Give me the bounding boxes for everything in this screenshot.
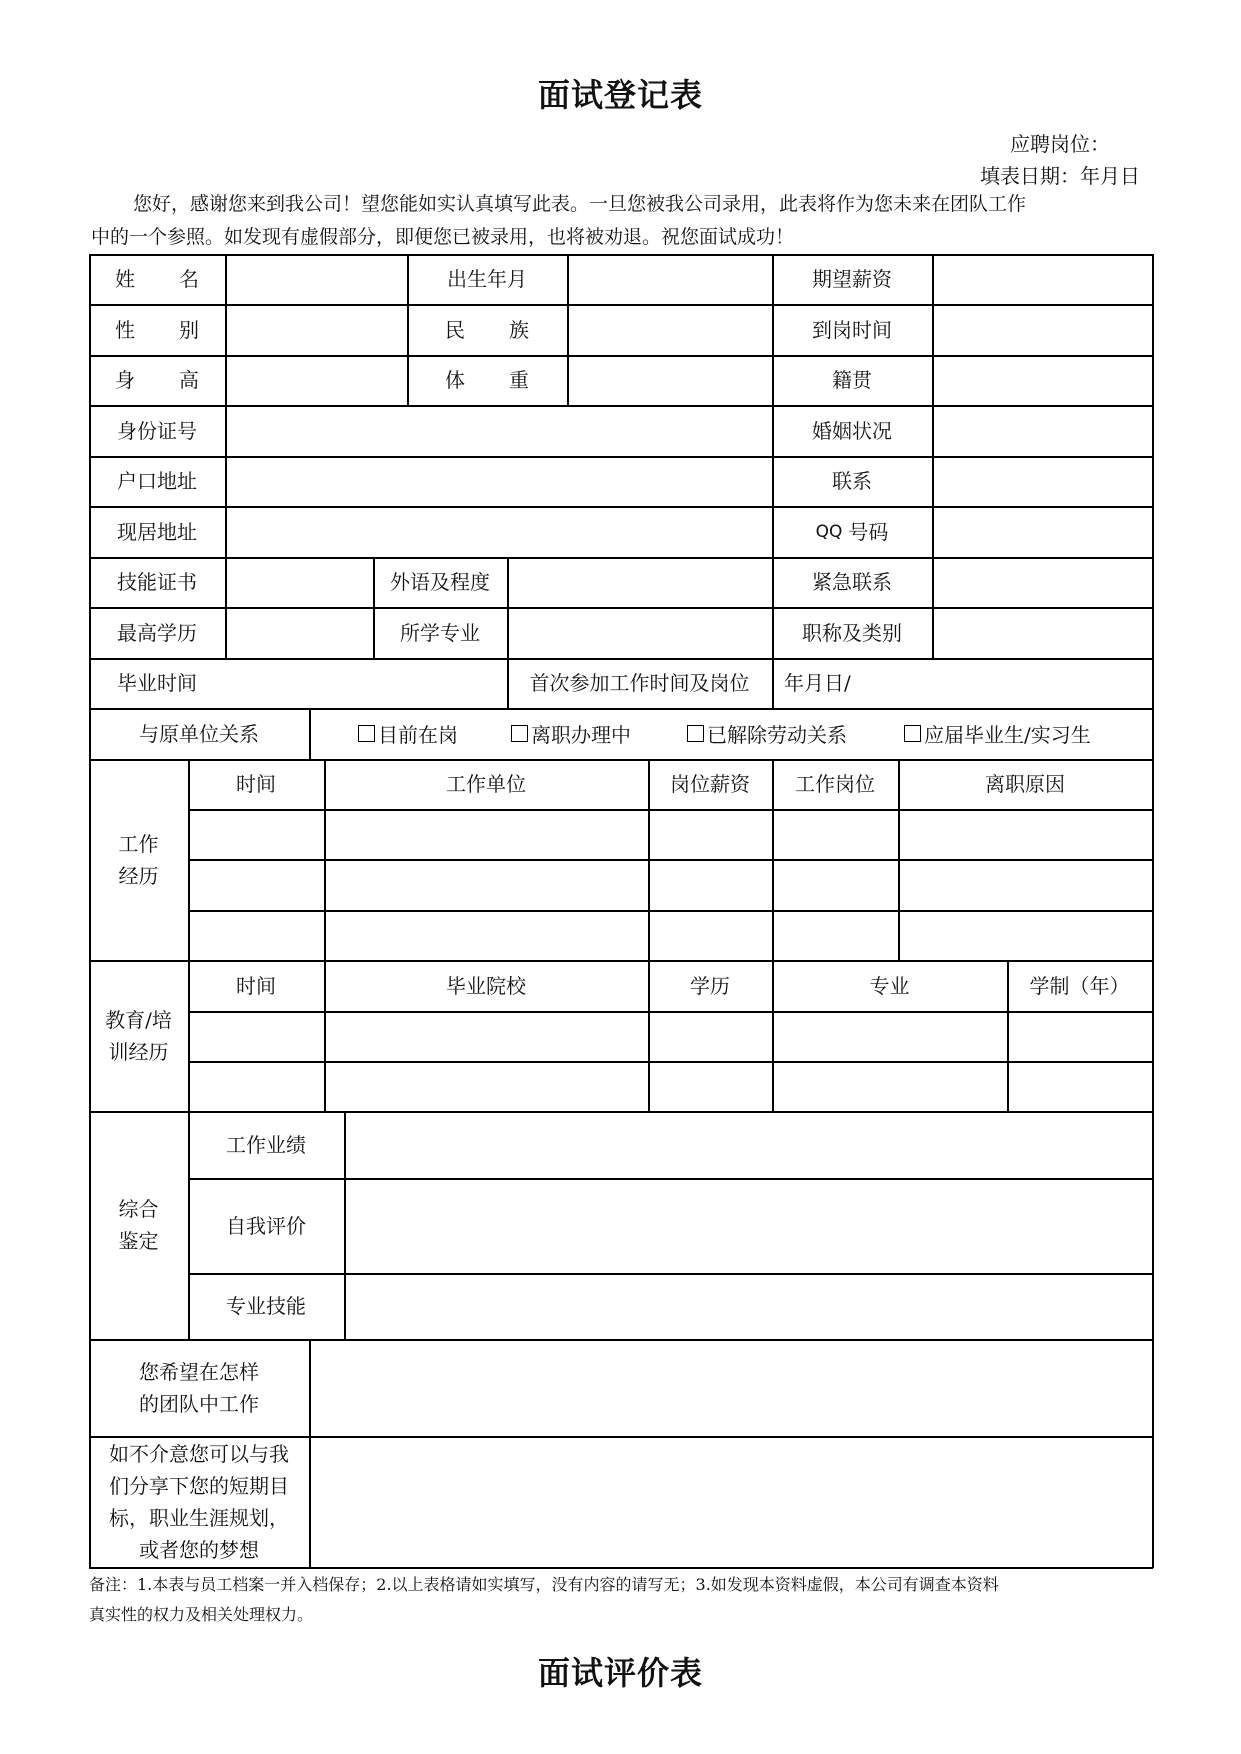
- performance-field[interactable]: [344, 1111, 1152, 1178]
- education-field[interactable]: [225, 607, 373, 658]
- qq-label: QQ 号码: [815, 519, 889, 544]
- work-header-time: 时间: [236, 772, 276, 796]
- form-title: 面试登记表: [537, 76, 703, 114]
- cert-label: 技能证书: [117, 570, 197, 594]
- emergency-label: 紧急联系: [812, 570, 892, 594]
- edu-section-label: 教育/培 训经历: [105, 1007, 172, 1064]
- relation-option-graduate[interactable]: 应届毕业生/实习生: [904, 708, 1091, 759]
- language-field[interactable]: [507, 557, 772, 607]
- edu-header-degree: 学历: [690, 973, 730, 998]
- title-rank-label: 职称及类别: [802, 620, 902, 645]
- native-field[interactable]: [932, 355, 1152, 405]
- id-label: 身份证号: [117, 418, 197, 443]
- salary-label: 期望薪资: [812, 267, 892, 291]
- relation-option-terminated[interactable]: 已解除劳动关系: [687, 708, 847, 759]
- address-label: 现居地址: [117, 519, 197, 544]
- work-header-post: 工作岗位: [795, 772, 875, 796]
- work-section-label: 工作 经历: [118, 831, 159, 888]
- next-form-title: 面试评价表: [537, 1654, 703, 1692]
- work-header-salary: 岗位薪资: [670, 772, 750, 796]
- checkbox-icon: [358, 725, 375, 742]
- work-row[interactable]: [188, 910, 1152, 960]
- contact-label: 联系: [832, 469, 872, 493]
- team-field[interactable]: [309, 1339, 1152, 1436]
- work-header-reason: 离职原因: [985, 772, 1065, 796]
- first-job-field[interactable]: 年月日/: [784, 671, 851, 695]
- checkbox-icon: [904, 725, 921, 742]
- height-field[interactable]: [225, 355, 407, 405]
- weight-field[interactable]: [567, 355, 772, 405]
- performance-label: 工作业绩: [226, 1132, 306, 1157]
- contact-field[interactable]: [932, 456, 1152, 506]
- major-label: 所学专业: [400, 620, 480, 645]
- edu-header-school: 毕业院校: [446, 973, 526, 998]
- hukou-field[interactable]: [225, 456, 772, 506]
- major-field[interactable]: [507, 607, 772, 658]
- goals-field[interactable]: [309, 1436, 1152, 1567]
- skills-label: 专业技能: [226, 1294, 306, 1318]
- checkbox-icon: [511, 725, 528, 742]
- gender-label: 性 别: [115, 317, 199, 342]
- footer-note-line-2: 真实性的权力及相关处理权力。: [89, 1605, 314, 1624]
- relation-option-employed[interactable]: 目前在岗: [358, 708, 458, 759]
- first-job-label: 首次参加工作时间及岗位: [529, 671, 750, 695]
- overall-section-label: 综合 鉴定: [118, 1197, 159, 1253]
- native-label: 籍贯: [832, 368, 872, 392]
- gender-field[interactable]: [225, 304, 407, 355]
- hukou-label: 户口地址: [117, 469, 197, 493]
- intro-line-1: 您好，感谢您来到我公司！望您能如实认真填写此表。一旦您被我公司录用，此表将作为您未来在团队工作: [133, 193, 1027, 215]
- name-field[interactable]: [225, 254, 407, 304]
- height-label: 身 高: [115, 368, 199, 392]
- work-row[interactable]: [188, 859, 1152, 910]
- date-label: 填表日期：年月日: [980, 164, 1140, 188]
- skills-field[interactable]: [344, 1273, 1152, 1339]
- checkbox-icon: [687, 725, 704, 742]
- position-label: 应聘岗位：: [1010, 132, 1110, 156]
- edu-header-time: 时间: [236, 973, 276, 998]
- edu-header-major: 专业: [869, 973, 910, 998]
- arrival-field[interactable]: [932, 304, 1152, 355]
- emergency-field[interactable]: [932, 557, 1152, 607]
- relation-label: 与原单位关系: [139, 721, 259, 746]
- graduation-label: 毕业时间: [117, 671, 197, 695]
- self-evaluation-label: 自我评价: [226, 1213, 306, 1238]
- marital-field[interactable]: [932, 405, 1152, 456]
- arrival-label: 到岗时间: [812, 317, 892, 342]
- graduation-field[interactable]: [225, 658, 507, 708]
- salary-field[interactable]: [932, 254, 1152, 304]
- edu-header-years: 学制（年）: [1029, 973, 1130, 998]
- id-field[interactable]: [225, 405, 772, 456]
- birth-field[interactable]: [567, 254, 772, 304]
- edu-row[interactable]: [188, 1011, 1152, 1061]
- weight-label: 体 重: [445, 368, 529, 392]
- relation-option-resigning[interactable]: 离职办理中: [511, 708, 631, 759]
- work-header-company: 工作单位: [446, 772, 526, 796]
- language-label: 外语及程度: [390, 570, 490, 594]
- goals-label: 如不介意您可以与我 们分享下您的短期目 标，职业生涯规划， 或者您的梦想: [109, 1441, 289, 1562]
- marital-label: 婚姻状况: [812, 418, 892, 443]
- footer-note-line-1: 备注：1.本表与员工档案一并入档保存；2.以上表格请如实填写，没有内容的请写无；3.如发现本资料虚假，本公司有调查本资料: [89, 1575, 999, 1594]
- self-evaluation-field[interactable]: [344, 1178, 1152, 1273]
- ethnicity-label: 民 族: [445, 317, 529, 342]
- title-rank-field[interactable]: [932, 607, 1152, 658]
- address-field[interactable]: [225, 506, 772, 557]
- edu-row[interactable]: [188, 1061, 1152, 1111]
- team-label: 您希望在怎样 的团队中工作: [139, 1359, 259, 1416]
- birth-label: 出生年月: [447, 267, 527, 291]
- name-label: 姓 名: [115, 267, 199, 291]
- qq-field[interactable]: [932, 506, 1152, 557]
- intro-line-2: 中的一个参照。如发现有虚假部分，即便您已被录用，也将被劝退。祝您面试成功！: [91, 226, 795, 248]
- education-label: 最高学历: [117, 620, 197, 645]
- ethnicity-field[interactable]: [567, 304, 772, 355]
- work-row[interactable]: [188, 809, 1152, 859]
- cert-field[interactable]: [225, 557, 373, 607]
